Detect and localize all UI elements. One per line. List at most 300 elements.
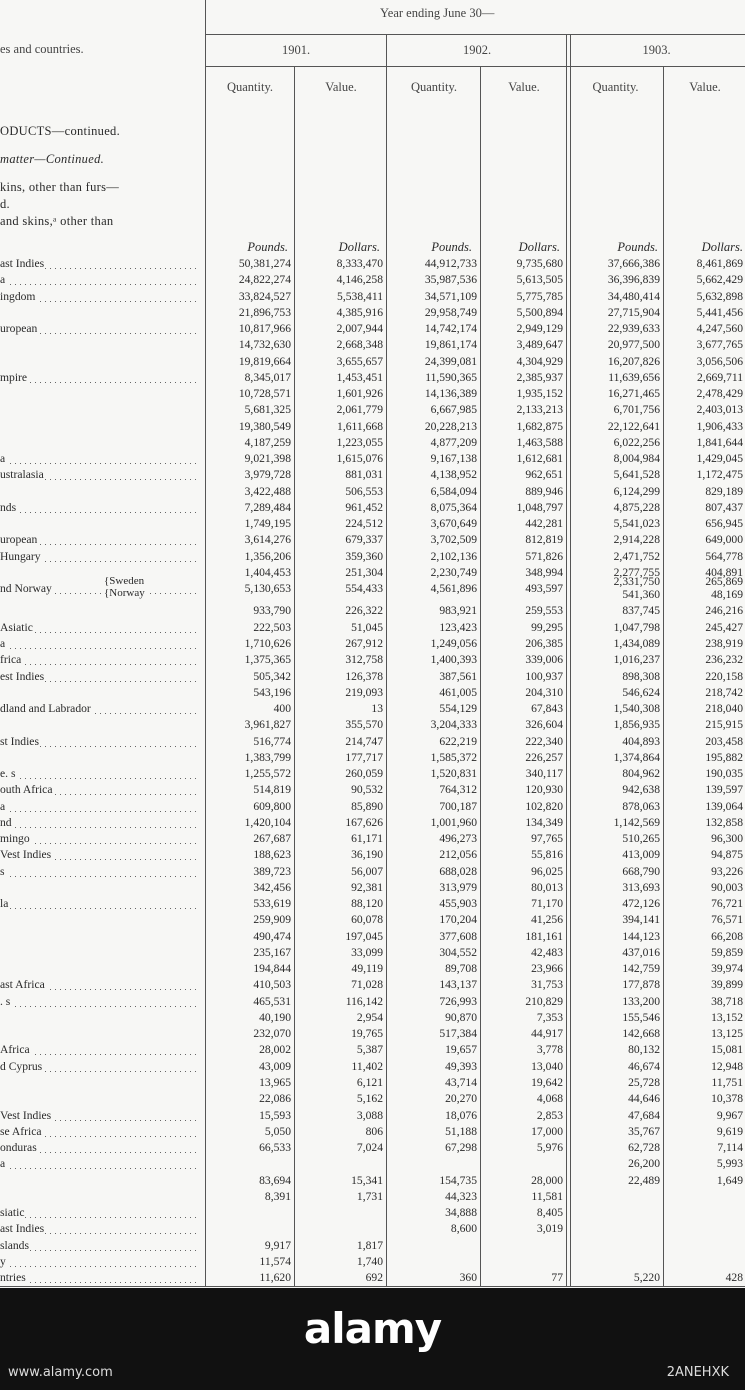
table-cell: 99,295 <box>531 620 563 634</box>
table-cell: 83,694 <box>259 1173 291 1187</box>
table-cell: 49,393 <box>445 1059 477 1073</box>
table-cell: 1,906,433 <box>696 419 743 433</box>
table-cell: 961,452 <box>345 500 383 514</box>
row-sublabel: {Sweden <box>104 575 145 588</box>
row-label <box>0 290 200 304</box>
table-row <box>0 501 745 515</box>
table-row <box>0 1141 745 1155</box>
table-row <box>0 718 745 732</box>
table-cell: 812,819 <box>525 533 563 547</box>
row-label <box>0 1222 200 1236</box>
row-label-text: dland and Labrador <box>0 702 91 716</box>
table-cell: 622,219 <box>439 734 477 748</box>
table-cell: 1,383,799 <box>244 750 291 764</box>
table-cell: 35,767 <box>628 1124 660 1138</box>
row-label-text: ntries <box>0 1271 26 1285</box>
table-row <box>0 468 745 482</box>
row-label-text: mpire <box>0 370 28 384</box>
table-cell: 28,000 <box>531 1173 563 1187</box>
table-cell: 455,903 <box>439 897 477 911</box>
table-cell: 1,400,393 <box>430 653 477 667</box>
table-cell: 1,856,935 <box>613 718 660 732</box>
table-cell: 80,013 <box>531 880 563 894</box>
table-cell: 102,820 <box>525 799 563 813</box>
row-label <box>0 800 200 814</box>
table-cell: 260,059 <box>345 767 383 781</box>
table-cell: 218,742 <box>705 685 743 699</box>
row-label <box>0 1141 200 1155</box>
table-row <box>0 1255 745 1269</box>
row-label <box>0 897 200 911</box>
table-cell: 167,626 <box>345 815 383 829</box>
table-cell: 881,031 <box>345 468 383 482</box>
row-label-text: uropean <box>0 533 38 547</box>
table-cell: 889,946 <box>525 484 563 498</box>
table-cell: 267,687 <box>253 832 291 846</box>
table-cell: 6,124,299 <box>613 484 660 498</box>
table-cell: 93,226 <box>711 864 743 878</box>
row-label <box>0 702 200 716</box>
table-cell: 1,585,372 <box>430 750 477 764</box>
row-label-text: frica <box>0 653 22 667</box>
table-row <box>0 735 745 749</box>
table-cell: 3,019 <box>536 1222 563 1236</box>
table-cell: 355,570 <box>345 718 383 732</box>
table-cell: 3,979,728 <box>244 468 291 482</box>
table-cell: 3,614,276 <box>244 533 291 547</box>
table-cell: 2,853 <box>536 1108 563 1122</box>
table-cell: 3,422,488 <box>244 484 291 498</box>
table-cell: 14,136,389 <box>424 387 477 401</box>
table-cell: 100,937 <box>525 669 563 683</box>
table-cell: 394,141 <box>622 913 660 927</box>
table-row <box>0 767 745 781</box>
table-cell: 389,723 <box>253 864 291 878</box>
row-label <box>0 257 200 271</box>
table-row <box>0 420 745 434</box>
table-cell: 5,541,023 <box>613 517 660 531</box>
table-cell: 5,993 <box>716 1157 743 1171</box>
value-header-1901: Value. <box>325 80 357 94</box>
table-cell: 9,021,398 <box>244 452 291 466</box>
table-cell: 10,817,966 <box>238 322 291 336</box>
table-cell: 4,138,952 <box>430 468 477 482</box>
table-cell: 155,546 <box>622 1010 660 1024</box>
table-cell: 17,000 <box>531 1124 563 1138</box>
table-cell: 4,187,259 <box>244 435 291 449</box>
table-cell: 60,078 <box>351 913 383 927</box>
table-cell: 6,121 <box>356 1076 383 1089</box>
table-cell: 1,404,453 <box>244 565 291 579</box>
table-cell: 220,158 <box>705 669 743 683</box>
table-cell: 5,387 <box>356 1043 383 1057</box>
table-cell: 1,420,104 <box>244 815 291 829</box>
table-cell: 24,822,274 <box>238 273 291 287</box>
row-label-text: e. s <box>0 767 16 781</box>
table-cell: 1,375,365 <box>244 653 291 667</box>
table-row <box>0 865 745 879</box>
table-cell: 11,581 <box>531 1189 563 1203</box>
table-cell: 20,270 <box>445 1092 477 1106</box>
table-cell: 77 <box>551 1271 563 1285</box>
row-label-text: a <box>0 452 6 466</box>
table-cell: 40,190 <box>259 1010 291 1024</box>
table-cell: 132,858 <box>705 815 743 829</box>
table-cell: 142,668 <box>622 1027 660 1041</box>
table-cell: 19,765 <box>351 1027 383 1041</box>
table-cell: 43,009 <box>259 1059 291 1073</box>
row-label <box>0 653 200 667</box>
table-cell: 214,747 <box>345 734 383 748</box>
table-cell: 5,441,456 <box>696 305 743 319</box>
table-row <box>0 257 745 271</box>
table-cell: 9,167,138 <box>430 452 477 466</box>
table-cell: 18,076 <box>445 1108 477 1122</box>
unit-pounds-1901: Pounds. <box>247 240 288 254</box>
value-header-1902: Value. <box>508 80 540 94</box>
table-cell: 22,086 <box>259 1092 291 1106</box>
row-label <box>0 468 200 482</box>
table-cell: 3,670,649 <box>430 517 477 531</box>
table-cell: 5,681,325 <box>244 403 291 417</box>
table-cell: 1,016,237 <box>613 653 660 667</box>
table-cell: 27,715,904 <box>607 305 660 319</box>
row-label <box>0 783 200 797</box>
rule-bottom <box>0 1286 745 1287</box>
table-cell: 26,200 <box>628 1157 660 1171</box>
row-label-text: ast Indies <box>0 257 45 270</box>
rule-under-year-header <box>206 34 745 35</box>
table-cell: 143,137 <box>439 978 477 992</box>
row-label-text: mingo <box>0 832 30 846</box>
table-cell: 232,070 <box>253 1027 291 1041</box>
table-row <box>0 355 745 369</box>
table-cell: 76,721 <box>711 897 743 911</box>
table-cell: 6,022,256 <box>613 435 660 449</box>
row-label <box>0 1206 200 1220</box>
table-cell: 377,608 <box>439 929 477 943</box>
table-cell: 19,861,174 <box>424 338 477 352</box>
table-cell: 43,714 <box>445 1076 477 1089</box>
table-cell: 61,171 <box>351 832 383 846</box>
unit-pounds-1903: Pounds. <box>617 240 658 254</box>
table-cell: 554,129 <box>439 702 477 716</box>
row-sublabel: {Norway <box>104 587 145 600</box>
table-cell: 19,642 <box>531 1076 563 1089</box>
table-cell: 1,615,076 <box>336 452 383 466</box>
table-cell: 34,888 <box>445 1206 477 1220</box>
table-row <box>0 403 745 417</box>
table-cell: 505,342 <box>253 669 291 683</box>
table-cell: 4,247,560 <box>696 322 743 336</box>
stub-header: es and countries. <box>0 42 84 56</box>
table-cell: 92,381 <box>351 880 383 894</box>
table-cell: 4,875,228 <box>613 500 660 514</box>
table-row <box>0 1206 745 1220</box>
table-cell: 340,117 <box>525 767 563 781</box>
table-cell: 493,597 <box>525 582 563 596</box>
row-label-text: uropean <box>0 322 38 336</box>
table-row <box>0 517 745 531</box>
table-cell: 123,423 <box>439 620 477 634</box>
table-cell: 210,829 <box>525 994 563 1008</box>
table-cell: 983,921 <box>439 604 477 618</box>
table-cell: 24,399,081 <box>424 354 477 368</box>
table-cell: 8,345,017 <box>244 370 291 384</box>
table-cell: 4,385,916 <box>336 305 383 319</box>
table-cell: 1,740 <box>356 1254 383 1268</box>
row-label-text: ast Africa <box>0 978 45 992</box>
table-cell: 204,310 <box>525 685 563 699</box>
year-1903-header: 1903. <box>642 43 671 57</box>
table-cell: 807,437 <box>705 500 743 514</box>
table-cell: 1,601,926 <box>336 387 383 401</box>
table-cell: 38,718 <box>711 994 743 1008</box>
table-cell: 8,461,869 <box>696 257 743 270</box>
table-cell: 1,731 <box>356 1189 383 1203</box>
table-row <box>0 930 745 944</box>
table-cell: 461,005 <box>439 685 477 699</box>
table-row <box>0 452 745 466</box>
table-cell: 36,396,839 <box>607 273 660 287</box>
table-cell: 259,553 <box>525 604 563 618</box>
table-cell: 3,702,509 <box>430 533 477 547</box>
table-cell: 726,993 <box>439 994 477 1008</box>
row-label <box>0 1239 200 1253</box>
table-row <box>0 436 745 450</box>
row-label-text: Hungary <box>0 549 41 563</box>
table-cell: 692 <box>365 1271 383 1285</box>
table-cell: 9,917 <box>264 1238 291 1252</box>
table-cell: 8,405 <box>536 1206 563 1220</box>
table-cell: 88,120 <box>351 897 383 911</box>
row-label <box>0 1255 200 1269</box>
table-cell: 11,620 <box>259 1271 291 1285</box>
row-label-text: siatic <box>0 1206 25 1220</box>
table-cell: 8,075,364 <box>430 500 477 514</box>
row-label <box>0 371 200 385</box>
table-cell: 7,353 <box>536 1010 563 1024</box>
table-cell: 90,003 <box>711 880 743 894</box>
table-cell: 236,232 <box>705 653 743 667</box>
table-cell: 44,646 <box>628 1092 660 1106</box>
table-cell: 267,912 <box>345 636 383 650</box>
table-cell: 66,533 <box>259 1141 291 1155</box>
table-cell: 222,503 <box>253 620 291 634</box>
table-cell: 5,775,785 <box>516 289 563 303</box>
table-cell: 2,403,013 <box>696 403 743 417</box>
table-cell: 97,765 <box>531 832 563 846</box>
table-row <box>0 783 745 797</box>
quantity-header-1903: Quantity. <box>592 80 639 94</box>
table-cell: 1,142,569 <box>613 815 660 829</box>
table-cell: 546,624 <box>622 685 660 699</box>
row-label-text: est Indies <box>0 669 45 683</box>
row-label-text: a <box>0 1157 6 1171</box>
table-cell: 5,613,505 <box>516 273 563 287</box>
table-cell: 19,819,664 <box>238 354 291 368</box>
table-cell: 144,123 <box>622 929 660 943</box>
table-row <box>0 1174 745 1188</box>
table-cell: 2,007,944 <box>336 322 383 336</box>
table-cell: 360 <box>459 1271 477 1285</box>
row-label <box>0 550 200 564</box>
table-cell: 465,531 <box>253 994 291 1008</box>
year-1902-header: 1902. <box>462 43 492 57</box>
table-cell: 6,701,756 <box>613 403 660 417</box>
table-cell: 516,774 <box>253 734 291 748</box>
unit-dollars-1902: Dollars. <box>518 240 560 254</box>
table-cell: 2,331,750 <box>613 575 660 589</box>
table-cell: 8,600 <box>450 1222 477 1236</box>
table-cell: 3,489,647 <box>516 338 563 352</box>
table-cell: 20,977,500 <box>607 338 660 352</box>
table-cell: 5,538,411 <box>337 289 383 303</box>
table-cell: 177,878 <box>622 978 660 992</box>
table-cell: 2,133,213 <box>516 403 563 417</box>
table-cell: 34,571,109 <box>424 289 477 303</box>
table-cell: 16,271,465 <box>607 387 660 401</box>
table-cell: 133,200 <box>622 994 660 1008</box>
table-cell: 11,590,365 <box>425 370 477 384</box>
table-cell: 5,632,898 <box>696 289 743 303</box>
row-label-text: s <box>0 864 5 878</box>
table-cell: 71,028 <box>351 978 383 992</box>
table-cell: 700,187 <box>439 799 477 813</box>
table-cell: 170,204 <box>439 913 477 927</box>
table-cell: 116,142 <box>345 994 383 1008</box>
row-label-text: nds <box>0 500 17 514</box>
row-label <box>0 995 200 1009</box>
table-row <box>0 881 745 895</box>
table-cell: 11,751 <box>711 1076 743 1089</box>
table-cell: 1,463,588 <box>516 435 563 449</box>
table-cell: 1,172,475 <box>696 468 743 482</box>
table-row <box>0 604 745 618</box>
row-label <box>0 621 200 635</box>
table-row <box>0 995 745 1009</box>
table-cell: 94,875 <box>711 848 743 862</box>
table-row <box>0 653 745 667</box>
table-cell: 2,385,937 <box>516 370 563 384</box>
section-heading-d: d. <box>0 197 10 211</box>
table-cell: 44,917 <box>531 1027 563 1041</box>
table-cell: 11,402 <box>351 1059 383 1073</box>
table-cell: 55,816 <box>531 848 563 862</box>
row-label <box>0 575 200 600</box>
table-cell: 134,349 <box>525 815 563 829</box>
table-cell: 22,939,633 <box>607 322 660 336</box>
row-label <box>0 767 200 781</box>
table-row <box>0 550 745 564</box>
watermark-logo: alamy <box>303 1304 442 1353</box>
table-cell: 9,619 <box>716 1124 743 1138</box>
table-cell: 1,453,451 <box>336 370 383 384</box>
table-cell: 1,249,056 <box>430 636 477 650</box>
row-label-text: nd Norway <box>0 582 52 596</box>
table-cell: 13 <box>371 702 383 716</box>
table-row <box>0 290 745 304</box>
table-row <box>0 485 745 499</box>
table-row <box>0 322 745 336</box>
table-cell: 218,040 <box>705 702 743 716</box>
table-cell: 23,966 <box>531 962 563 976</box>
table-cell: 413,009 <box>622 848 660 862</box>
table-cell: 37,666,386 <box>607 257 660 270</box>
table-cell: 5,220 <box>633 1271 660 1285</box>
table-cell: 19,657 <box>445 1043 477 1057</box>
table-row <box>0 670 745 684</box>
table-cell: 25,728 <box>628 1076 660 1089</box>
table-cell: 962,651 <box>525 468 563 482</box>
table-cell: 67,298 <box>445 1141 477 1155</box>
row-label <box>0 735 200 749</box>
year-1901-header: 1901. <box>281 43 311 57</box>
table-cell: 313,693 <box>622 880 660 894</box>
table-row <box>0 913 745 927</box>
table-cell: 2,668,348 <box>336 338 383 352</box>
year-ending-header: Year ending June 30— <box>380 6 495 20</box>
table-cell: 878,063 <box>622 799 660 813</box>
table-cell: 9,967 <box>716 1108 743 1122</box>
value-header-1903: Value. <box>689 80 721 94</box>
table-row <box>0 832 745 846</box>
row-label-text: y <box>0 1254 6 1268</box>
table-cell: 3,204,333 <box>430 718 477 732</box>
row-label <box>0 322 200 336</box>
table-row <box>0 1043 745 1057</box>
table-cell: 215,915 <box>705 718 743 732</box>
table-cell: 510,265 <box>622 832 660 846</box>
table-cell: 2,102,136 <box>430 549 477 563</box>
table-cell: 1,540,308 <box>613 702 660 716</box>
table-cell: 304,552 <box>439 945 477 959</box>
table-row <box>0 686 745 700</box>
table-cell: 90,532 <box>351 783 383 797</box>
table-row <box>0 1011 745 1025</box>
row-label <box>0 1271 200 1285</box>
table-cell: 2,230,749 <box>430 565 477 579</box>
table-row <box>0 1109 745 1123</box>
table-cell: 668,790 <box>622 864 660 878</box>
row-label-text: a <box>0 636 6 650</box>
table-cell: 348,994 <box>525 565 563 579</box>
table-cell: 3,677,765 <box>696 338 743 352</box>
table-cell: 541,360 <box>622 588 660 602</box>
table-cell: 15,593 <box>259 1108 291 1122</box>
watermark-site: www.alamy.com <box>8 1365 113 1380</box>
row-label-text: nd <box>0 815 12 829</box>
rule-under-years <box>206 66 745 67</box>
table-cell: 19,380,549 <box>238 419 291 433</box>
table-cell: 1,817 <box>356 1238 383 1252</box>
table-cell: 1,710,626 <box>244 636 291 650</box>
table-cell: 3,655,657 <box>336 354 383 368</box>
table-cell: 51,188 <box>445 1124 477 1138</box>
table-cell: 400 <box>273 702 291 716</box>
table-row <box>0 306 745 320</box>
unit-pounds-1902: Pounds. <box>431 240 472 254</box>
row-label-text: a <box>0 273 6 287</box>
table-cell: 4,304,929 <box>516 354 563 368</box>
table-cell: 139,597 <box>705 783 743 797</box>
quantity-header-1901: Quantity. <box>226 80 274 94</box>
table-cell: 206,385 <box>525 636 563 650</box>
table-cell: 554,433 <box>345 582 383 596</box>
table-cell: 33,824,527 <box>238 289 291 303</box>
table-cell: 3,778 <box>536 1043 563 1057</box>
table-row <box>0 946 745 960</box>
